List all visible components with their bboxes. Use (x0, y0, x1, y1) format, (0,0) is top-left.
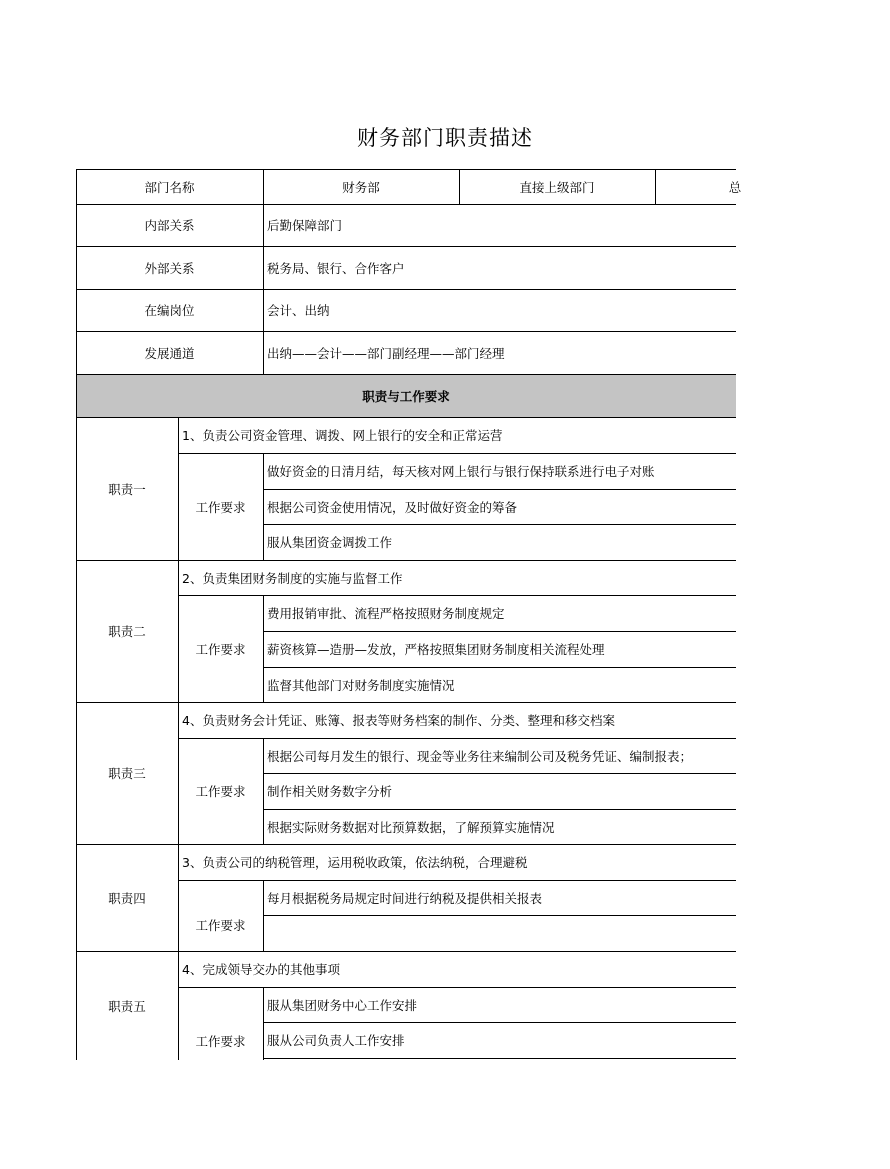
duty-summary: 3、负责公司的纳税管理，运用税收政策，依法纳税，合理避税 (182, 855, 528, 870)
requirement-item: 费用报销审批、流程严格按照财务制度规定 (267, 606, 505, 621)
duty-name: 职责四 (108, 890, 146, 906)
career-path-value: 出纳——会计——部门副经理——部门经理 (267, 345, 505, 361)
duty-table (76, 169, 742, 1060)
duty-summary: 4、负责财务会计凭证、账簿、报表等财务档案的制作、分类、整理和移交档案 (182, 713, 615, 728)
duty-name: 职责五 (108, 998, 146, 1014)
superior-dept-value: 总 (728, 179, 742, 195)
section-header: 职责与工作要求 (362, 388, 450, 404)
requirement-item (263, 915, 736, 951)
staff-positions-value: 会计、出纳 (267, 303, 330, 318)
staff-positions-label: 在编岗位 (144, 303, 195, 318)
page-title: 财务部门职责描述 (357, 126, 533, 150)
external-relations-value: 税务局、银行、合作客户 (267, 260, 405, 276)
requirement-item: 根据公司每月发生的银行、现金等业务往来编制公司及税务凭证、编制报表； (267, 748, 693, 764)
requirement-label: 工作要求 (195, 917, 246, 933)
duty-name: 职责二 (108, 624, 146, 639)
requirement-item: 根据公司资金使用情况，及时做好资金的筹备 (267, 499, 518, 515)
external-relations-label: 外部关系 (144, 260, 195, 276)
duty-name: 职责三 (108, 766, 146, 781)
dept-name-label: 部门名称 (144, 179, 195, 195)
requirement-item: 薪资核算—造册—发放，严格按照集团财务制度相关流程处理 (267, 642, 605, 657)
duty-summary: 2、负责集团财务制度的实施与监督工作 (182, 570, 403, 586)
requirement-item: 服从公司负责人工作安排 (267, 1033, 405, 1048)
requirement-item: 每月根据税务局规定时间进行纳税及提供相关报表 (267, 890, 543, 906)
superior-dept-label: 直接上级部门 (519, 179, 595, 195)
requirement-item: 监督其他部门对财务制度实施情况 (267, 677, 455, 693)
requirement-label: 工作要求 (195, 641, 246, 657)
duty-summary: 1、负责公司资金管理、调拨、网上银行的安全和正常运营 (182, 428, 503, 443)
duty-summary: 4、完成领导交办的其他事项 (182, 962, 340, 977)
requirement-label: 工作要求 (195, 499, 246, 515)
internal-relations-label: 内部关系 (144, 218, 195, 233)
requirement-item: 服从集团财务中心工作安排 (267, 997, 418, 1013)
dept-name-value: 财务部 (342, 179, 380, 195)
internal-relations-value: 后勤保障部门 (267, 218, 343, 233)
requirement-item: 制作相关财务数字分析 (267, 784, 393, 799)
duty-name: 职责一 (108, 481, 146, 497)
requirement-label: 工作要求 (195, 1033, 246, 1049)
requirement-item: 根据实际财务数据对比预算数据，了解预算实施情况 (267, 819, 555, 835)
career-path-label: 发展通道 (144, 345, 195, 361)
requirement-item: 服从集团资金调拨工作 (267, 535, 393, 550)
requirement-label: 工作要求 (195, 784, 246, 799)
requirement-item: 做好资金的日清月结，每天核对网上银行与银行保持联系进行电子对账 (267, 464, 655, 479)
